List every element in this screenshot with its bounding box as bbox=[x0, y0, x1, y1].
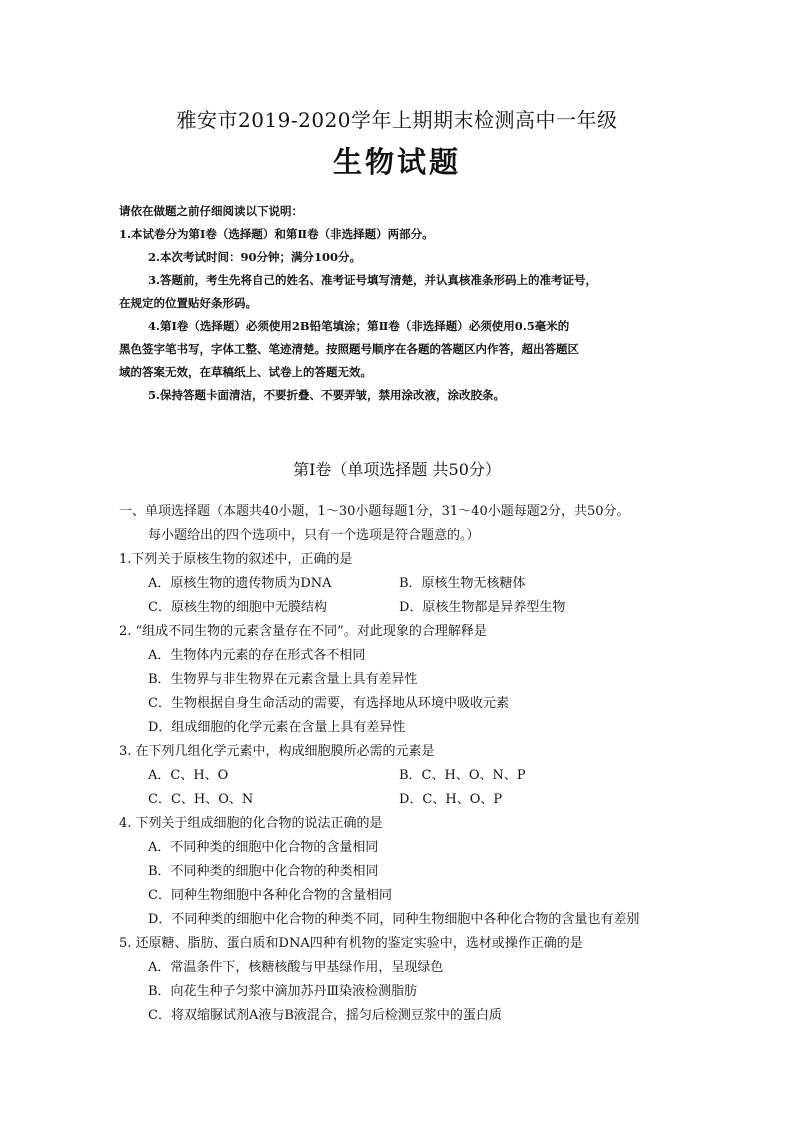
question-option: B．原核生物无核糖体 bbox=[399, 576, 526, 591]
question-option: C．同种生物细胞中各种化合物的含量相同 bbox=[148, 888, 392, 903]
question-option: B．向花生种子匀浆中滴加苏丹Ⅲ染液检测脂肪 bbox=[148, 984, 418, 999]
section-description: 一、单项选择题（本题共40小题，1～30小题每题1分，31～40小题每题2分，共50分。 bbox=[119, 504, 630, 519]
question-option: B．C、H、O、N、P bbox=[399, 768, 526, 783]
question-option: A．C、H、O bbox=[148, 768, 229, 783]
instruction-item: 5.保持答题卡面清洁，不要折叠、不要弄皱，禁用涂改液，涂改胶条。 bbox=[148, 388, 506, 402]
exam-title: 雅安市2019-2020学年上期期末检测高中一年级 bbox=[176, 108, 618, 132]
instruction-item: 2.本次考试时间：90分钟；满分100分。 bbox=[148, 250, 362, 264]
instructions bbox=[119, 200, 709, 407]
question-option: A．生物体内元素的存在形式各不相同 bbox=[148, 648, 366, 663]
question-option: D．不同种类的细胞中化合物的种类不同，同种生物细胞中各种化合物的含量也有差别 bbox=[148, 912, 640, 927]
instruction-item: 1.本试卷分为第Ⅰ卷（选择题）和第Ⅱ卷（非选择题）两部分。 bbox=[119, 227, 434, 241]
instruction-item: 3.答题前，考生先将自己的姓名、准考证号填写清楚，并认真核准条形码上的准考证号， bbox=[148, 273, 598, 287]
question-stem: 2. “组成不同生物的元素含量存在不同”。对此现象的合理解释是 bbox=[119, 624, 487, 639]
instruction-item: 域的答案无效，在草稿纸上、试卷上的答题无效。 bbox=[119, 365, 372, 379]
question-option: B．生物界与非生物界在元素含量上具有差异性 bbox=[148, 672, 418, 687]
question-list bbox=[119, 500, 719, 1028]
instruction-item: 4.第Ⅰ卷（选择题）必须使用2B铅笔填涂；第Ⅱ卷（非选择题）必须使用0.5毫米的 bbox=[148, 319, 570, 333]
subject-title: 生物试题 bbox=[332, 145, 461, 179]
instructions-intro: 请依在做题之前仔细阅读以下说明： bbox=[119, 204, 303, 218]
question-option: C．C、H、O、N bbox=[148, 792, 254, 807]
question-stem: 4. 下列关于组成细胞的化合物的说法正确的是 bbox=[119, 816, 383, 831]
section-description: 每小题给出的四个选项中，只有一个选项是符合题意的。） bbox=[148, 528, 480, 543]
question-option: C．生物根据自身生命活动的需要，有选择地从环境中吸收元素 bbox=[148, 696, 509, 711]
question-option: A．原核生物的遗传物质为DNA bbox=[148, 576, 332, 591]
instruction-item: 在规定的位置贴好条形码。 bbox=[119, 296, 257, 310]
question-stem: 3. 在下列几组化学元素中，构成细胞膜所必需的元素是 bbox=[119, 744, 435, 759]
question-stem: 5. 还原糖、脂肪、蛋白质和DNA四种有机物的鉴定实验中，选材或操作正确的是 bbox=[119, 936, 583, 951]
question-option: D．原核生物都是异养型生物 bbox=[399, 600, 566, 615]
question-option: D．C、H、O、P bbox=[399, 792, 503, 807]
question-option: C．将双缩脲试剂A液与B液混合，摇匀后检测豆浆中的蛋白质 bbox=[148, 1008, 502, 1023]
section-title: 第Ⅰ卷（单项选择题 共50分） bbox=[293, 460, 501, 479]
instruction-item: 黑色签字笔书写，字体工整、笔迹清楚。按照题号顺序在各题的答题区内作答，超出答题区 bbox=[119, 342, 579, 356]
question-stem: 1.下列关于原核生物的叙述中，正确的是 bbox=[119, 552, 353, 567]
question-option: B．不同种类的细胞中化合物的种类相同 bbox=[148, 864, 379, 879]
question-option: D．组成细胞的化学元素在含量上具有差异性 bbox=[148, 720, 406, 735]
question-option: A．不同种类的细胞中化合物的含量相同 bbox=[148, 840, 379, 855]
question-option: C．原核生物的细胞中无膜结构 bbox=[148, 600, 327, 615]
question-option: A．常温条件下，核糖核酸与甲基绿作用，呈现绿色 bbox=[148, 960, 444, 975]
